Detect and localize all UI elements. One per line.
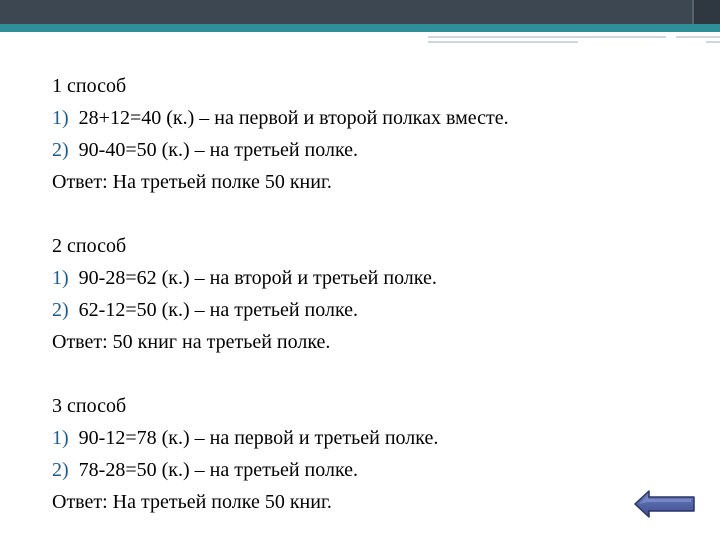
decor-line (676, 36, 720, 38)
answer-line: Ответ: На третьей полке 50 книг. (52, 491, 332, 513)
method-title: 3 способ (52, 395, 127, 417)
method-title: 2 способ (52, 235, 127, 257)
solution-step (52, 454, 692, 486)
slide-content (52, 70, 692, 518)
method-3 (52, 390, 692, 518)
solution-step (52, 102, 692, 134)
step-text: 90-28=62 (к.) – на второй и третьей полке. (78, 267, 437, 289)
step-text: 90-40=50 (к.) – на третьей полке. (78, 139, 359, 161)
back-button[interactable] (634, 489, 696, 519)
solution-step (52, 134, 692, 166)
step-text: 78-28=50 (к.) – на третьей полке. (78, 459, 359, 481)
method-2 (52, 230, 692, 358)
answer-line: Ответ: 50 книг на третьей полке. (52, 331, 331, 353)
method-1 (52, 70, 692, 198)
answer-line: Ответ: На третьей полке 50 книг. (52, 171, 332, 193)
solution-step (52, 294, 692, 326)
header-corner (694, 0, 720, 24)
solution-step (52, 422, 692, 454)
step-number: 1) (52, 267, 69, 289)
header-band (0, 0, 720, 24)
step-text: 28+12=40 (к.) – на первой и второй полках вместе. (78, 107, 509, 129)
spacer (52, 198, 692, 230)
decor-line (428, 41, 578, 43)
solution-step (52, 262, 692, 294)
back-arrow-icon (634, 489, 696, 519)
step-text: 90-12=78 (к.) – на первой и третьей полке. (78, 427, 439, 449)
step-number: 2) (52, 139, 69, 161)
accent-stripe (0, 24, 720, 32)
step-number: 1) (52, 427, 69, 449)
decor-line (706, 41, 720, 43)
step-number: 1) (52, 107, 69, 129)
step-number: 2) (52, 299, 69, 321)
spacer (52, 358, 692, 390)
method-title: 1 способ (52, 75, 127, 97)
step-text: 62-12=50 (к.) – на третьей полке. (78, 299, 359, 321)
decor-line (428, 36, 666, 38)
step-number: 2) (52, 459, 69, 481)
